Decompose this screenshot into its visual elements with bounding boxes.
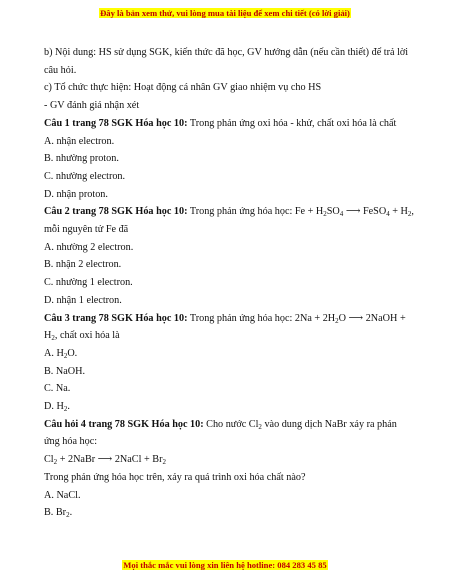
question-4-option-b: B. $Br_2$. [44, 507, 73, 520]
question-1 [44, 115, 414, 133]
question-2-option-d: D. nhận 1 electron. [44, 294, 122, 306]
question-1-stem: Trong phản ứng oxi hóa - khử, chất oxi hóa là chất [187, 117, 397, 129]
document-body [44, 44, 414, 522]
question-1-option-d: D. nhận proton. [44, 188, 108, 200]
question-3-option-a: A. $H_2O$. [44, 347, 78, 360]
question-3-option-d: D. $H_2$. [44, 401, 70, 414]
question-2-option-a: A. nhường 2 electron. [44, 241, 134, 253]
question-1-label: Câu 1 trang 78 SGK Hóa học 10: [44, 117, 188, 129]
question-3: Câu 3 trang 78 SGK Hóa học 10: Trong phản ứng hóa học: $2Na + 2H_2O$ ⟶ 2NaOH + $H_2$, chất oxi hóa là [44, 312, 406, 343]
question-3-option-c: C. Na. [44, 383, 71, 395]
organization-line: c) Tổ chức thực hiện: Hoạt động cá nhân GV giao nhiệm vụ cho HS [44, 82, 322, 94]
hotline-banner: Mọi thắc mắc vui lòng xin liên hệ hotline: 084 283 45 85 [123, 560, 327, 570]
question-4-prompt: Trong phản ứng hóa học trên, xảy ra quá trình oxi hóa chất nào? [44, 471, 306, 483]
question-4-option-a: A. NaCl. [44, 489, 81, 501]
question-4: Câu hỏi 4 trang 78 SGK Hóa học 10: Cho nước $Cl_2$ vào dung dịch NaBr xảy ra phản ứng hóa học: [44, 418, 397, 448]
question-2-option-c: C. nhường 1 electron. [44, 277, 133, 289]
question-1-option-c: C. nhường electron. [44, 170, 126, 182]
question-2: Câu 2 trang 78 SGK Hóa học 10: Trong phản ứng hóa học: $Fe + H_2SO_4$ ⟶ FeSO$_4$ + $H_2$, mỗi nguyên tử Fe đã [44, 206, 414, 236]
question-2-option-b: B. nhận 2 electron. [44, 259, 122, 271]
question-4-equation: $Cl_2$ + 2NaBr ⟶ 2NaCl + $Br_2$ [44, 454, 166, 467]
evaluation-line: - GV đánh giá nhận xét [44, 100, 140, 112]
question-3-label: Câu 3 trang 78 SGK Hóa học 10: [44, 312, 188, 324]
question-1-option-a: A. nhận electron. [44, 135, 115, 147]
preview-notice-banner: Đây là bản xem thử, vui lòng mua tài liệu để xem chi tiết (có lời giải) [100, 8, 350, 18]
content-line: b) Nội dung: HS sử dụng SGK, kiến thức đã học, GV hướng dẫn (nếu cần thiết) để trả lời câu hỏi. [44, 47, 409, 76]
question-1-option-b: B. nhường proton. [44, 153, 119, 165]
question-2-label: Câu 2 trang 78 SGK Hóa học 10: [44, 206, 188, 218]
question-3-option-b: B. NaOH. [44, 365, 86, 377]
question-4-label: Câu hỏi 4 trang 78 SGK Hóa học 10: [44, 418, 204, 430]
